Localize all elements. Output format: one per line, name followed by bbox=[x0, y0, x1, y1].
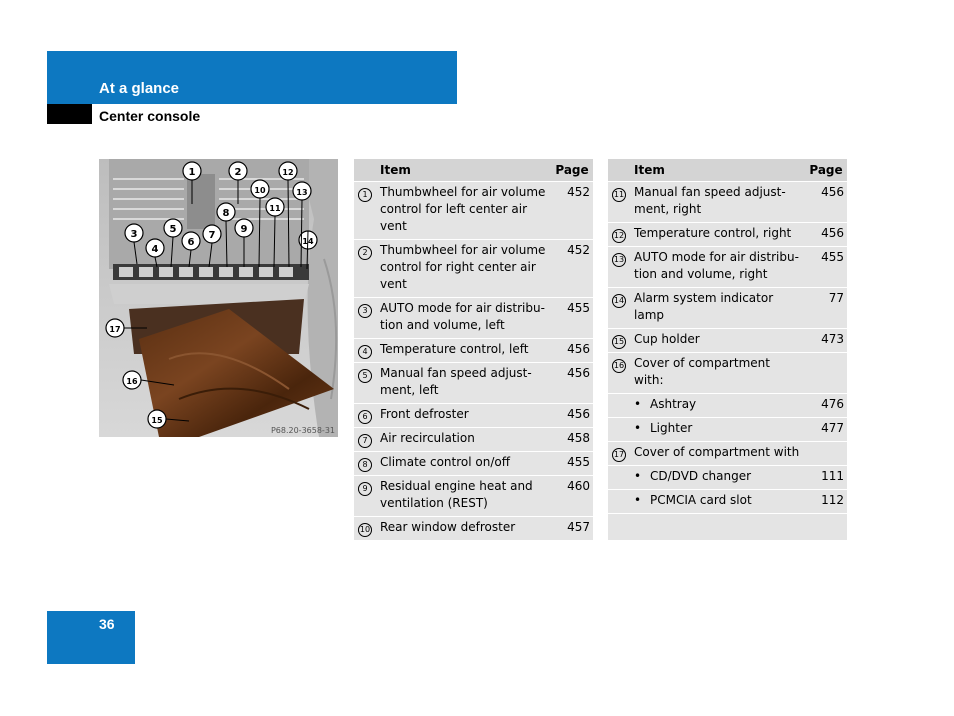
item-number: 9 bbox=[358, 482, 372, 496]
item-description: CD/DVD changer bbox=[650, 468, 752, 483]
item-number: 16 bbox=[612, 359, 626, 373]
table-row bbox=[354, 427, 593, 451]
item-description: Manual fan speed adjust-ment, right bbox=[634, 184, 786, 216]
callout-8: 8 bbox=[222, 208, 230, 219]
page-reference: 111 bbox=[805, 465, 847, 489]
item-description: PCMCIA card slot bbox=[650, 492, 752, 507]
page-reference: 112 bbox=[805, 489, 847, 513]
item-description: Lighter bbox=[650, 420, 693, 435]
item-description: Climate control on/off bbox=[380, 454, 511, 469]
item-number: 13 bbox=[612, 253, 626, 267]
callout-3: 3 bbox=[130, 229, 138, 240]
item-number: 10 bbox=[358, 523, 372, 537]
reference-table-right bbox=[608, 159, 847, 540]
item-column-header: Item bbox=[630, 159, 805, 181]
page-reference: 473 bbox=[805, 328, 847, 352]
callout-9: 9 bbox=[240, 224, 248, 235]
table-filler-row bbox=[608, 513, 847, 540]
table-row bbox=[608, 465, 847, 489]
item-number: 14 bbox=[612, 294, 626, 308]
item-description: Alarm system indicator lamp bbox=[634, 290, 774, 322]
item-description: Temperature control, right bbox=[634, 225, 792, 240]
table-row bbox=[354, 403, 593, 427]
page-reference: 455 bbox=[551, 297, 593, 338]
page-number-box bbox=[47, 611, 135, 664]
bullet: • bbox=[634, 420, 642, 435]
page-column-header: Page bbox=[805, 159, 847, 181]
callout-16: 16 bbox=[126, 377, 138, 386]
item-description: Cover of compartment with: bbox=[634, 355, 770, 387]
table-row bbox=[354, 362, 593, 403]
item-number: 12 bbox=[612, 229, 626, 243]
photo-code: P68.20-3658-31 bbox=[270, 426, 335, 435]
callout-12: 12 bbox=[282, 168, 294, 177]
callout-6: 6 bbox=[187, 237, 195, 248]
item-description: Ashtray bbox=[650, 396, 697, 411]
page-reference: 456 bbox=[551, 403, 593, 427]
item-description: AUTO mode for air distribu-tion and volume, left bbox=[380, 300, 545, 332]
item-number: 3 bbox=[358, 304, 372, 318]
page-reference: 456 bbox=[551, 338, 593, 362]
table-row bbox=[608, 181, 847, 222]
bullet: • bbox=[634, 492, 642, 507]
page-reference: 457 bbox=[551, 516, 593, 540]
callout-10: 10 bbox=[254, 186, 266, 195]
callout-14: 14 bbox=[302, 237, 314, 246]
callout-2: 2 bbox=[234, 167, 242, 178]
table-row bbox=[608, 417, 847, 441]
table-row bbox=[354, 475, 593, 516]
item-number: 7 bbox=[358, 434, 372, 448]
reference-table-left bbox=[354, 159, 593, 540]
table-row bbox=[354, 297, 593, 338]
callout-4: 4 bbox=[151, 244, 159, 255]
page-reference bbox=[805, 441, 847, 465]
item-description: Rear window defroster bbox=[380, 519, 516, 534]
callout-15: 15 bbox=[151, 416, 163, 425]
item-number: 6 bbox=[358, 410, 372, 424]
item-description: Residual engine heat and ventilation (REST) bbox=[380, 478, 533, 510]
section-marker bbox=[47, 104, 92, 124]
item-number: 1 bbox=[358, 188, 372, 202]
table-row bbox=[608, 222, 847, 246]
table-row bbox=[354, 451, 593, 475]
page-column-header: Page bbox=[551, 159, 593, 181]
item-description: Thumbwheel for air volume control for left center air vent bbox=[380, 184, 546, 233]
page-reference: 455 bbox=[805, 246, 847, 287]
page-reference: 77 bbox=[805, 287, 847, 328]
page-reference: 460 bbox=[551, 475, 593, 516]
page-reference: 476 bbox=[805, 393, 847, 417]
item-description: AUTO mode for air distribu-tion and volume, right bbox=[634, 249, 799, 281]
item-number: 5 bbox=[358, 369, 372, 383]
table-row bbox=[608, 393, 847, 417]
item-column-header: Item bbox=[376, 159, 551, 181]
table-row bbox=[354, 181, 593, 239]
item-description: Cover of compartment with bbox=[634, 444, 800, 459]
callout-1: 1 bbox=[188, 167, 196, 178]
item-description: Temperature control, left bbox=[380, 341, 529, 356]
page-reference: 452 bbox=[551, 239, 593, 297]
item-description: Air recirculation bbox=[380, 430, 475, 445]
callout-11: 11 bbox=[269, 204, 281, 213]
section-title: Center console bbox=[99, 108, 201, 124]
bullet: • bbox=[634, 396, 642, 411]
table-row bbox=[608, 489, 847, 513]
page-reference: 456 bbox=[805, 222, 847, 246]
center-console-photo bbox=[99, 159, 338, 437]
table-row bbox=[608, 246, 847, 287]
page-reference bbox=[805, 352, 847, 393]
item-number: 15 bbox=[612, 335, 626, 349]
page-reference: 458 bbox=[551, 427, 593, 451]
table-row bbox=[608, 352, 847, 393]
item-number: 17 bbox=[612, 448, 626, 462]
page-number: 36 bbox=[99, 616, 115, 632]
item-number: 4 bbox=[358, 345, 372, 359]
table-row bbox=[608, 441, 847, 465]
table-row bbox=[354, 239, 593, 297]
page-reference: 456 bbox=[551, 362, 593, 403]
page-reference: 456 bbox=[805, 181, 847, 222]
page-reference: 477 bbox=[805, 417, 847, 441]
table-row bbox=[354, 516, 593, 540]
item-description: Front defroster bbox=[380, 406, 469, 421]
table-row bbox=[608, 287, 847, 328]
table-row bbox=[354, 338, 593, 362]
item-number: 2 bbox=[358, 246, 372, 260]
callout-17: 17 bbox=[109, 325, 121, 334]
page-reference: 455 bbox=[551, 451, 593, 475]
table-row bbox=[608, 328, 847, 352]
item-description: Manual fan speed adjust-ment, left bbox=[380, 365, 532, 397]
chapter-title: At a glance bbox=[99, 80, 180, 97]
callout-5: 5 bbox=[169, 224, 177, 235]
item-number: 11 bbox=[612, 188, 626, 202]
item-description: Cup holder bbox=[634, 331, 700, 346]
bullet: • bbox=[634, 468, 642, 483]
page-reference: 452 bbox=[551, 181, 593, 239]
item-description: Thumbwheel for air volume control for right center air vent bbox=[380, 242, 546, 291]
callout-7: 7 bbox=[208, 230, 216, 241]
item-number: 8 bbox=[358, 458, 372, 472]
callout-13: 13 bbox=[296, 188, 308, 197]
